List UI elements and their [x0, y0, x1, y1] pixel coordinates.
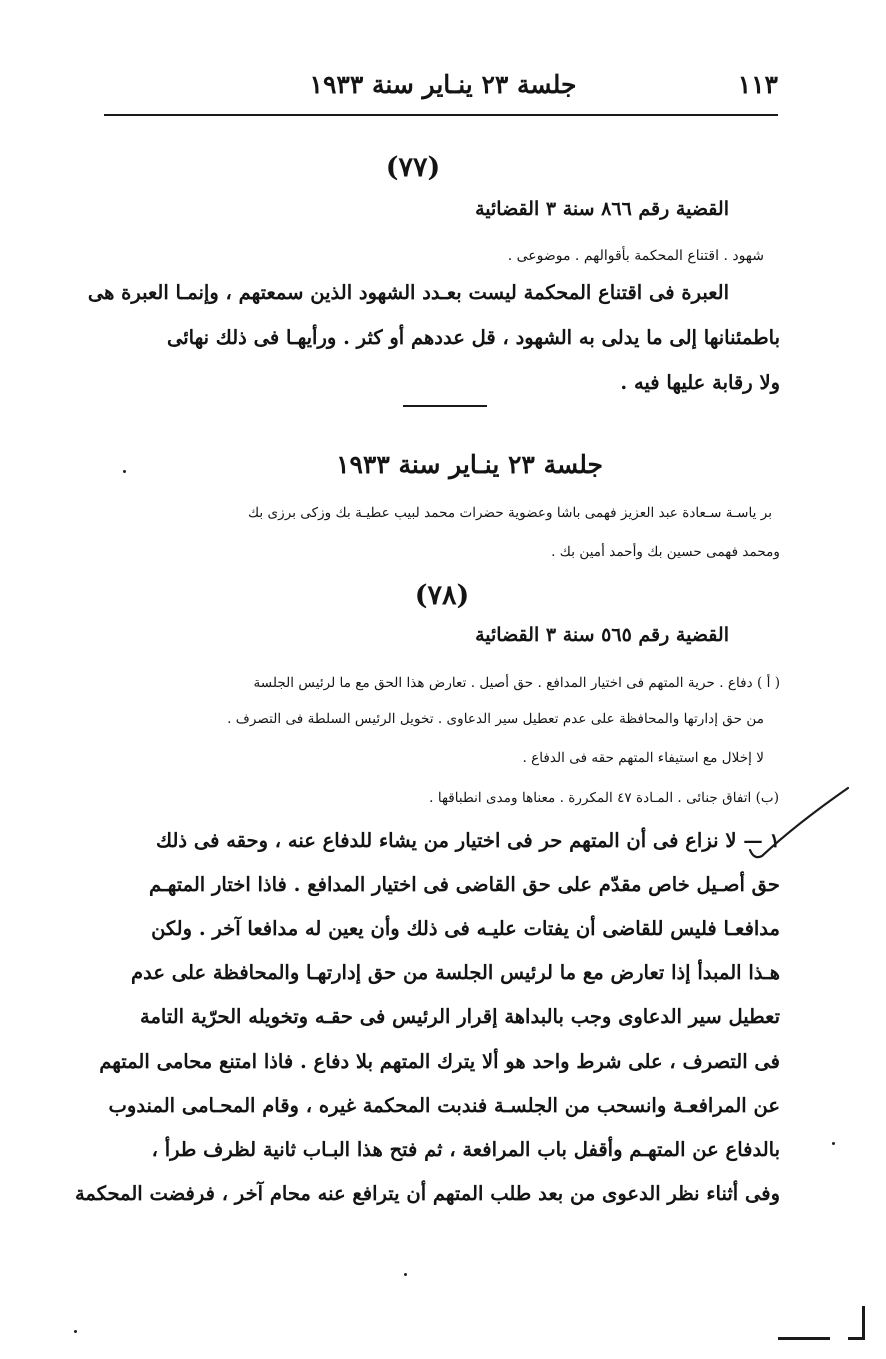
body-line-8: بالدفاع عن المتهـم وأقفل باب المرافعة ، ثم فتح هذا البـاب ثانية لظرف طرأ ، — [151, 1138, 780, 1161]
case-77-number: (٧٧) — [385, 152, 441, 183]
body-line-9: وفى أثناء نظر الدعوى من بعد طلب المتهم أن يترافع عنه محام آخر ، فرفضت المحكمة — [74, 1182, 780, 1205]
case-77-line-2: باطمئنانها إلى ما يدلى به الشهود ، قل عددهم أو كثر . ورأيهـا فى ذلك نهائى — [166, 326, 780, 349]
case-78-title: القضية رقم ٥٦٥ سنة ٣ القضائية — [475, 624, 729, 646]
case-78-number: (٧٨) — [414, 580, 470, 611]
body-line-2: حق أصـيل خاص مقدّم على حق القاضى فى اختيار المدافع . فاذا اختار المتهـم — [149, 873, 780, 896]
header-title: جلسة ٢٣ ينـاير سنة ١٩٣٣ — [309, 70, 577, 99]
case-77-title: القضية رقم ٨٦٦ سنة ٣ القضائية — [475, 198, 729, 220]
headnote-a-line-2: من حق إدارتها والمحافظة على عدم تعطيل سير الدعاوى . تخويل الرئيس السلطة فى التصرف . — [227, 711, 764, 727]
body-line-5: تعطيل سير الدعاوى وجب بالبداهة إقرار الرئيس فى حقـه وتخويله الحرّية التامة — [140, 1005, 780, 1028]
pen-checkmark — [740, 780, 860, 870]
headnote-a-line-3: لا إخلال مع استيفاء المتهم حقه فى الدفاع . — [522, 750, 764, 766]
stray-mark — [123, 470, 126, 473]
headnote-a-line-1: ( أ ) دفاع . حرية المتهم فى اختيار المدافع . حق أصيل . تعارض هذا الحق مع ما لرئيس الجلسة — [253, 675, 780, 691]
header-rule — [104, 114, 778, 116]
edge-mark — [862, 1306, 865, 1340]
presidency-line-2: ومحمد فهمى حسين بك وأحمد أمين بك . — [551, 544, 780, 560]
case-77-line-1: العبرة فى اقتناع المحكمة ليست بعـدد الشهود الذين سمعتهم ، وإنمـا العبرة هى — [87, 281, 729, 304]
session-title: جلسة ٢٣ ينـاير سنة ١٩٣٣ — [336, 450, 603, 479]
body-line-3: مدافعـا فليس للقاضى أن يفتات عليـه فى ذلك وأن يعين له مدافعا آخر . ولكن — [151, 917, 780, 940]
edge-mark — [848, 1337, 864, 1340]
running-header — [108, 66, 778, 108]
edge-mark — [778, 1337, 830, 1340]
case-77-keywords: شهود . اقتناع المحكمة بأقوالهم . موضوعى . — [507, 248, 764, 264]
stray-mark — [74, 1330, 77, 1333]
page-number: ١١٣ — [737, 70, 778, 99]
stray-mark — [404, 1273, 407, 1276]
stray-mark — [832, 1142, 835, 1145]
presidency-line-1: بر ياسـة سـعادة عبد العزيز فهمى باشا وعضوية حضرات محمد لبيب عطيـة بك وزكى برزى بك — [247, 505, 772, 521]
body-line-6: فى التصرف ، على شرط واحد هو ألا يترك المتهم بلا دفاع . فاذا امتنع محامى المتهم — [99, 1050, 780, 1073]
case-77-line-3: ولا رقابة عليها فيه . — [620, 371, 780, 394]
body-line-1: ١ — لا نزاع فى أن المتهم حر فى اختيار من يشاء للدفاع عنه ، وحقه فى ذلك — [156, 829, 780, 852]
section-divider — [403, 405, 487, 407]
body-line-7: عن المرافعـة وانسحب من الجلسـة فندبت المحكمة غيره ، وقام المحـامى المندوب — [108, 1094, 780, 1117]
body-line-4: هـذا المبدأ إذا تعارض مع ما لرئيس الجلسة من حق إدارتهـا والمحافظة على عدم — [131, 961, 780, 984]
headnote-b: (ب) اتفاق جنائى . المـادة ٤٧ المكررة . معناها ومدى انطباقها . — [429, 790, 779, 806]
